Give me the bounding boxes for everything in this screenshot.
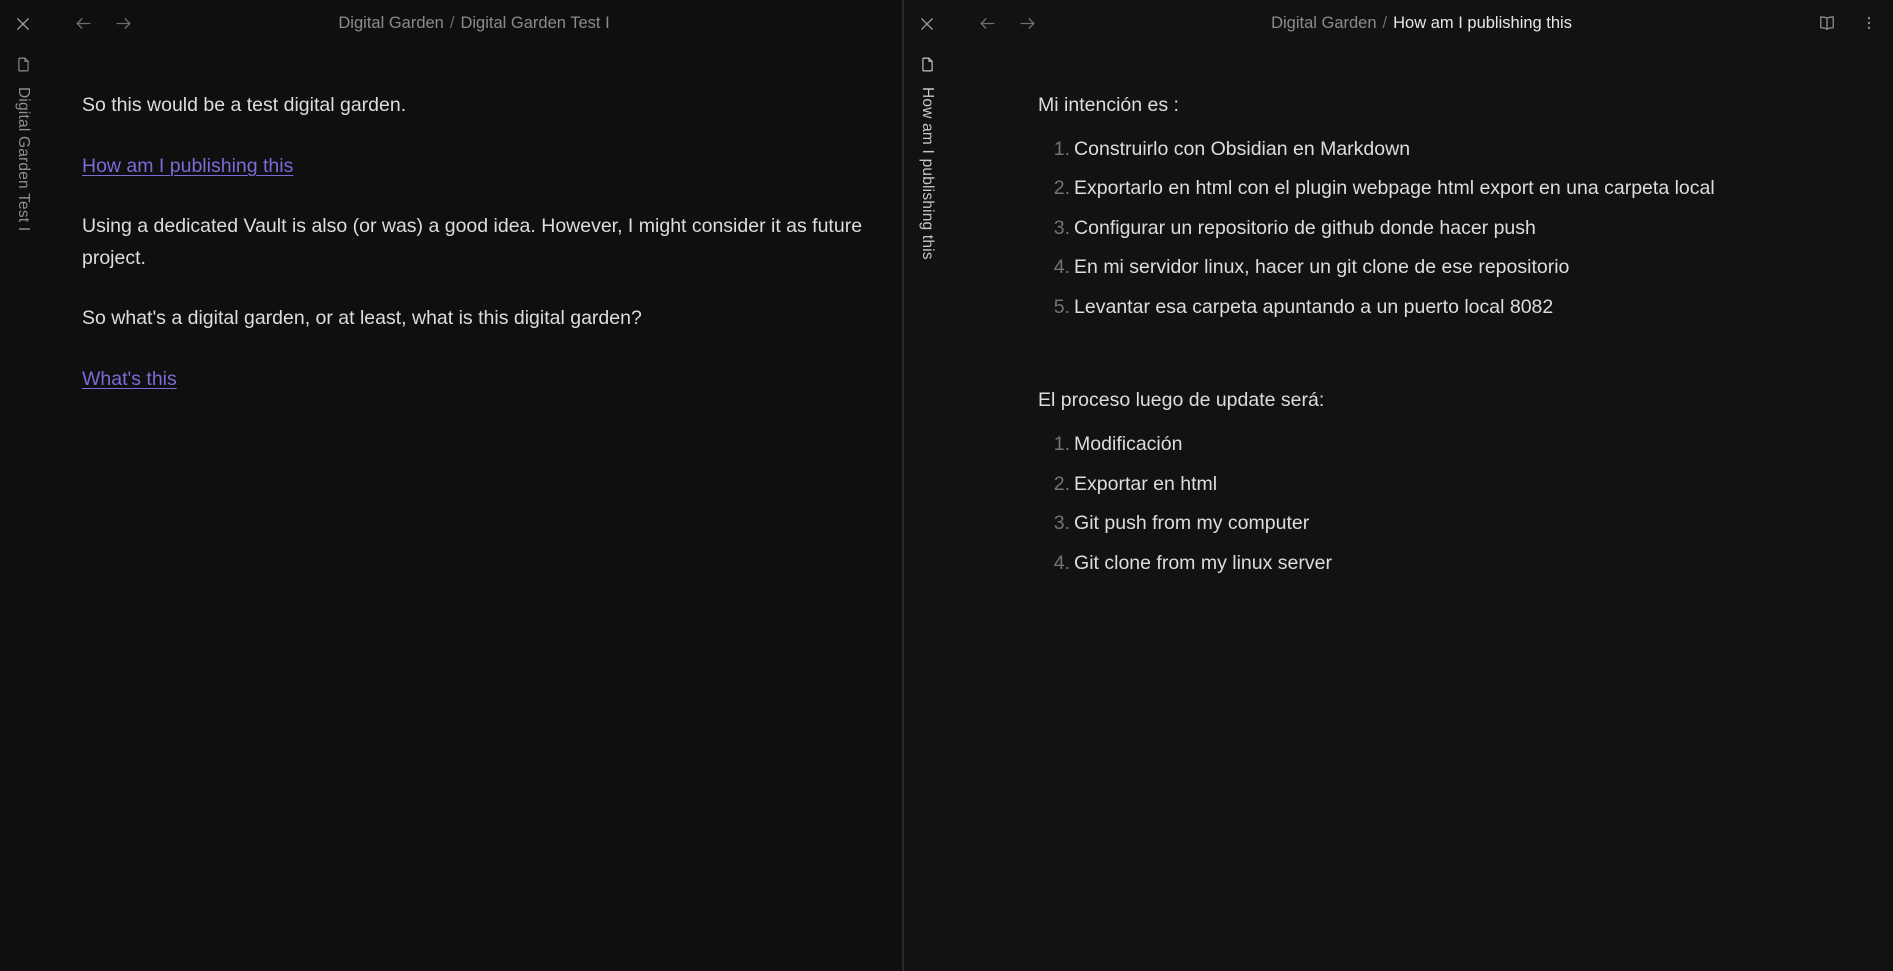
breadcrumb-current[interactable]: Digital Garden Test I [460,13,610,32]
list-item: Exportar en html [1074,472,1218,495]
pane-left [0,0,902,971]
open-book-icon[interactable] [1813,9,1841,37]
breadcrumb-separator: / [449,13,455,32]
list-item: Git push from my computer [1074,512,1310,535]
paragraph: So this would be a test digital garden. [82,94,407,116]
vertical-tab-how-am-i-publishing-this[interactable] [913,50,941,260]
close-icon[interactable] [9,10,37,38]
file-icon [913,50,941,78]
left-tab-strip [0,0,46,971]
list-item: Git clone from my linux server [1074,551,1332,574]
paragraph: Mi intención es : [1038,94,1179,116]
paragraph-link-2 [82,364,862,396]
right-tab-strip [904,0,950,971]
ordered-list-intencion [1038,134,1853,324]
list-item: En mi servidor linux, hacer un git clone de ese repositorio [1074,256,1570,279]
forward-arrow-icon[interactable] [108,8,138,38]
right-note-content[interactable] [950,46,1893,971]
paragraph: Using a dedicated Vault is also (or was) a good idea. However, I might consider it as future project. [82,215,863,269]
pane-right [904,0,1893,971]
right-breadcrumb [950,0,1893,46]
file-icon [9,50,37,78]
paragraph: El proceso luego de update será: [1038,389,1325,412]
vertical-tab-label: How am I publishing this [918,87,936,260]
left-breadcrumb [46,0,902,46]
list-item: Modificación [1074,433,1183,456]
left-nav-group [68,8,138,38]
paragraph-link-1 [82,151,862,183]
back-arrow-icon[interactable] [68,8,98,38]
vertical-tab-label: Digital Garden Test I [14,87,32,232]
internal-link-how-am-i-publishing-this[interactable]: How am I publishing this [82,154,294,177]
ordered-list-proceso [1038,429,1853,579]
left-note-content[interactable] [46,46,902,971]
vertical-tab-digital-garden-test[interactable] [9,50,37,231]
list-item: Construirlo con Obsidian en Markdown [1074,137,1411,160]
breadcrumb-parent[interactable]: Digital Garden [1271,13,1377,32]
breadcrumb-current[interactable]: How am I publishing this [1393,13,1572,32]
vertical-dots-icon[interactable] [1855,9,1883,37]
paragraph: So what's a digital garden, or at least, what is this digital garden? [82,307,642,330]
list-item: Levantar esa carpeta apuntando a un puerto local 8082 [1074,295,1554,318]
right-pane-header [950,0,1893,46]
left-pane-body [46,0,902,971]
internal-link-whats-this[interactable]: What's this [82,367,177,390]
list-item: Configurar un repositorio de github donde hacer push [1074,216,1536,239]
right-header-actions [1813,0,1883,46]
left-pane-header [46,0,902,46]
breadcrumb-parent[interactable]: Digital Garden [338,13,444,32]
right-nav-group [972,8,1042,38]
back-arrow-icon[interactable] [972,8,1002,38]
right-pane-body [950,0,1893,971]
forward-arrow-icon[interactable] [1012,8,1042,38]
list-item: Exportarlo en html con el plugin webpage html export en una carpeta local [1074,177,1715,200]
content-spacer [1038,333,1853,385]
close-icon[interactable] [913,10,941,38]
breadcrumb-separator: / [1382,13,1388,32]
